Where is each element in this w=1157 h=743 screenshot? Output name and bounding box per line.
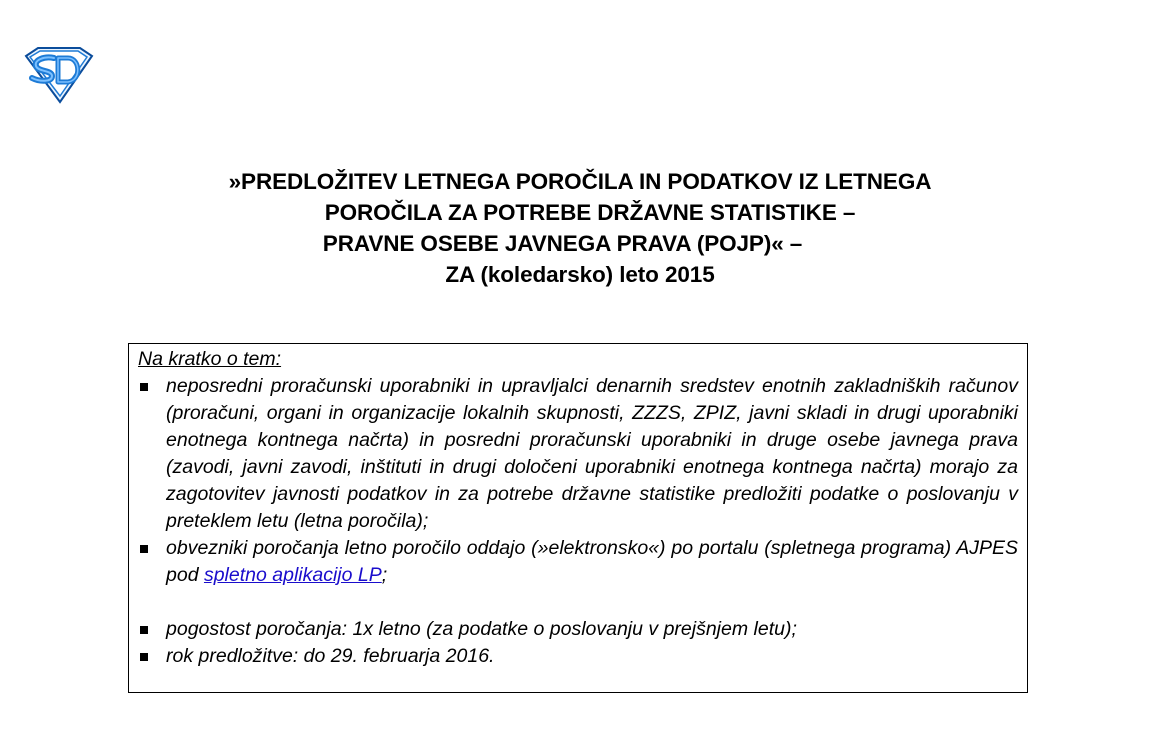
bullet-text-suffix: ; xyxy=(381,564,388,586)
title-line-4: ZA (koledarsko) leto 2015 xyxy=(445,262,715,287)
logo xyxy=(20,46,96,104)
list-item xyxy=(138,643,1018,670)
bullet-text: neposredni proračunski uporabniki in upravljalci denarnih sredstev enotnih zakladniških računov (proračuni, organi in organizacije lokalnih skupnosti, ZZZS, ZPIZ, javni skladi in drugi uporabniki enotnega kontnega načrta) in posredni proračunski uporabniki in druge osebe javnega prava (zavodi, javni zavodi, inštituti in drugi določeni uporabniki enotnega kontnega načrta) morajo za zagotovitev javnosti podatkov in za potrebe državne statistike predložiti podatke o poslovanju v preteklem letu (letna poročila); xyxy=(166,375,1018,532)
list-item xyxy=(138,535,1018,589)
title-line-2: POROČILA ZA POTREBE DRŽAVNE STATISTIKE – xyxy=(324,200,856,225)
summary-box xyxy=(128,343,1028,693)
square-bullet-icon xyxy=(140,383,148,391)
square-bullet-icon xyxy=(140,653,148,661)
square-bullet-icon xyxy=(140,626,148,634)
list-item xyxy=(138,616,1018,643)
title-line-1: »PREDLOŽITEV LETNEGA POROČILA IN PODATKOV IZ LETNEGA xyxy=(228,169,932,194)
title-line-3: PRAVNE OSEBE JAVNEGA PRAVA (POJP)« – xyxy=(322,231,803,256)
list-item xyxy=(138,373,1018,535)
bullet-text: rok predložitve: do 29. februarja 2016. xyxy=(166,645,495,667)
lp-application-link[interactable]: spletno aplikacijo LP xyxy=(203,564,382,586)
summary-heading: Na kratko o tem: xyxy=(138,348,282,370)
summary-list xyxy=(138,373,1018,670)
bullet-text: obvezniki poročanja letno poročilo oddajo (»elektronsko«) po portalu (spletnega programa) AJPES pod xyxy=(166,537,1018,586)
bullet-text: pogostost poročanja: 1x letno (za podatke o poslovanju v prejšnjem letu); xyxy=(166,618,797,640)
square-bullet-icon xyxy=(140,545,148,553)
document-title xyxy=(60,166,1100,290)
shield-logo-icon xyxy=(20,46,96,104)
list-spacer xyxy=(138,589,1018,616)
